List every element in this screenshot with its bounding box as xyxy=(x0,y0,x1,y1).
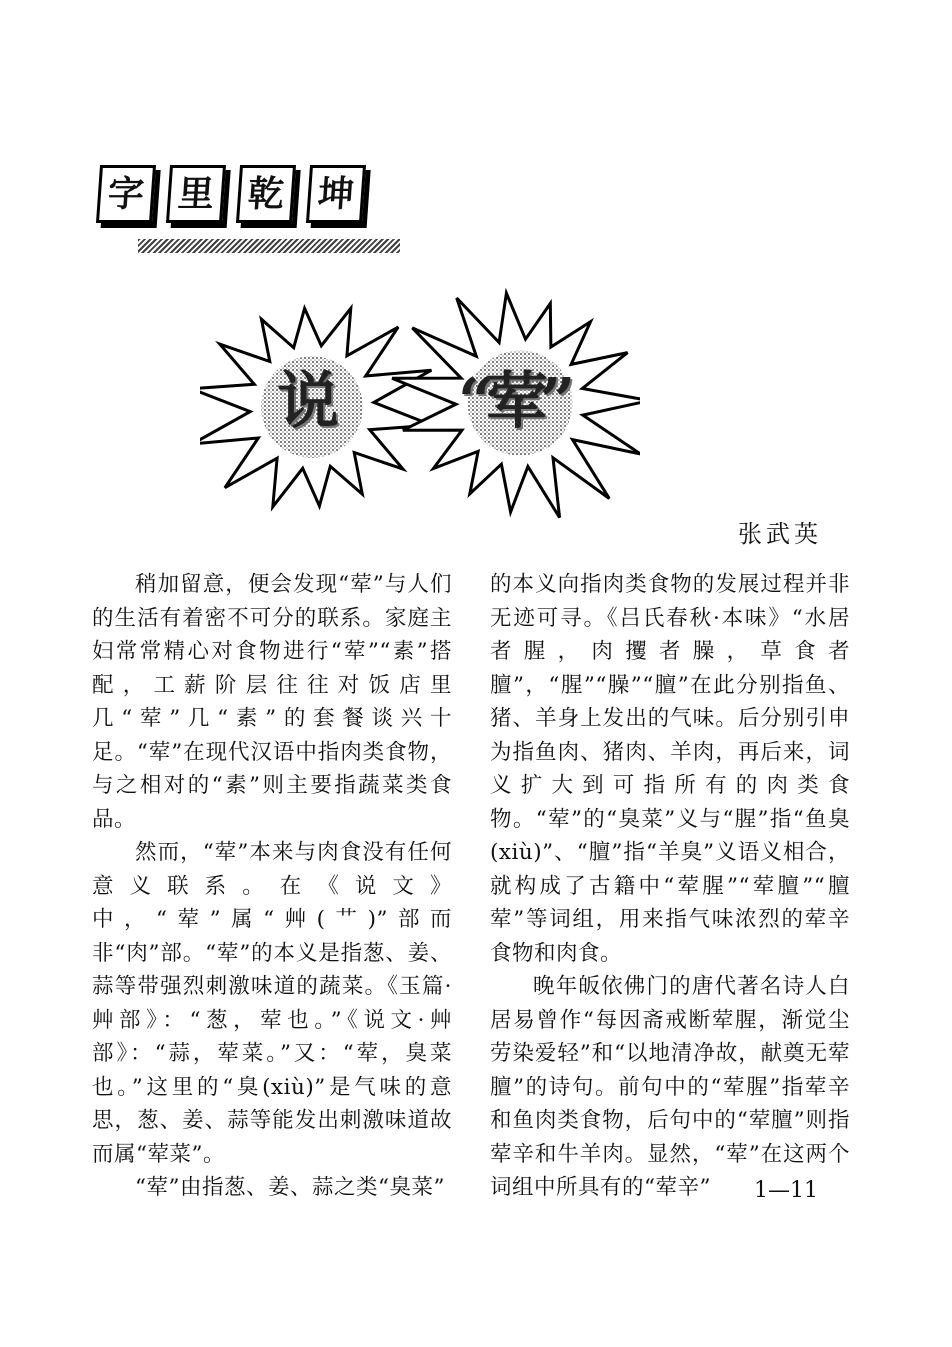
column-banner-char: 里 xyxy=(166,165,226,223)
article-title xyxy=(200,285,640,525)
author-name: 张武英 xyxy=(738,520,822,548)
paragraph: 的本义向指肉类食物的发展过程并非无迹可寻。《吕氏春秋·本味》“水居者腥，肉攫者臊，草食者膻”，“腥”“臊”“膻”在此分别指鱼、猪、羊身上发出的气味。后分别引申为指鱼肉、猪肉、羊肉，再后来，词义扩大到可指所有的肉类食物。“荤”的“臭菜”义与“腥”指“鱼臭(xiù)”、“膻”指“羊臭”义语义相合，就构成了古籍中“荤腥”“荤膻”“膻荤”等词组，用来指气味浓烈的荤辛食物和肉食。 xyxy=(490,572,850,966)
hatch-shadow xyxy=(138,239,400,253)
paragraph: “荤”由指葱、姜、蒜之类“臭菜” xyxy=(135,1175,445,1200)
text-column-left xyxy=(92,568,452,1205)
column-banner-char: 乾 xyxy=(236,165,296,223)
starburst-decoration xyxy=(200,285,640,525)
column-banner-char: 坤 xyxy=(306,165,366,223)
title-char-left: 说 xyxy=(277,364,340,437)
page-number: 1—11 xyxy=(754,1178,818,1203)
paragraph: 晚年皈依佛门的唐代著名诗人白居易曾作“每因斋戒断荤腥，渐觉尘劳染爱轻”和“以地清净故，献奠无荤膻”的诗句。前句中的“荤腥”指荤辛和鱼肉类食物，后句中的“荤膻”则指荤辛和牛羊肉。显然，“荤”在这两个词组中所具有的“荤辛” xyxy=(490,974,850,1200)
paragraph: 稍加留意，便会发现“荤”与人们的生活有着密不可分的联系。家庭主妇常常精心对食物进行“荤”“素”搭配，工薪阶层往往对饭店里几“荤”几“素”的套餐谈兴十足。“荤”在现代汉语中指肉类食物，与之相对的“素”则主要指蔬菜类食品。 xyxy=(92,572,452,832)
title-char-right: “荤” xyxy=(458,364,568,437)
text-column-right xyxy=(490,568,850,1205)
paragraph: 然而，“荤”本来与肉食没有任何意义联系。在《说文》中，“荤”属“艸(艹)”部而非“肉”部。“荤”的本义是指葱、姜、蒜等带强烈刺激味道的蔬菜。《玉篇·艸部》：“葱，荤也。”《说文·艸部》：“蒜，荤菜。”又：“荤，臭菜也。”这里的“臭(xiù)”是气味的意思，葱、姜、蒜等能发出刺激味道故而属“荤菜”。 xyxy=(92,840,452,1167)
column-banner-char: 字 xyxy=(96,165,156,223)
column-banner xyxy=(98,165,398,265)
